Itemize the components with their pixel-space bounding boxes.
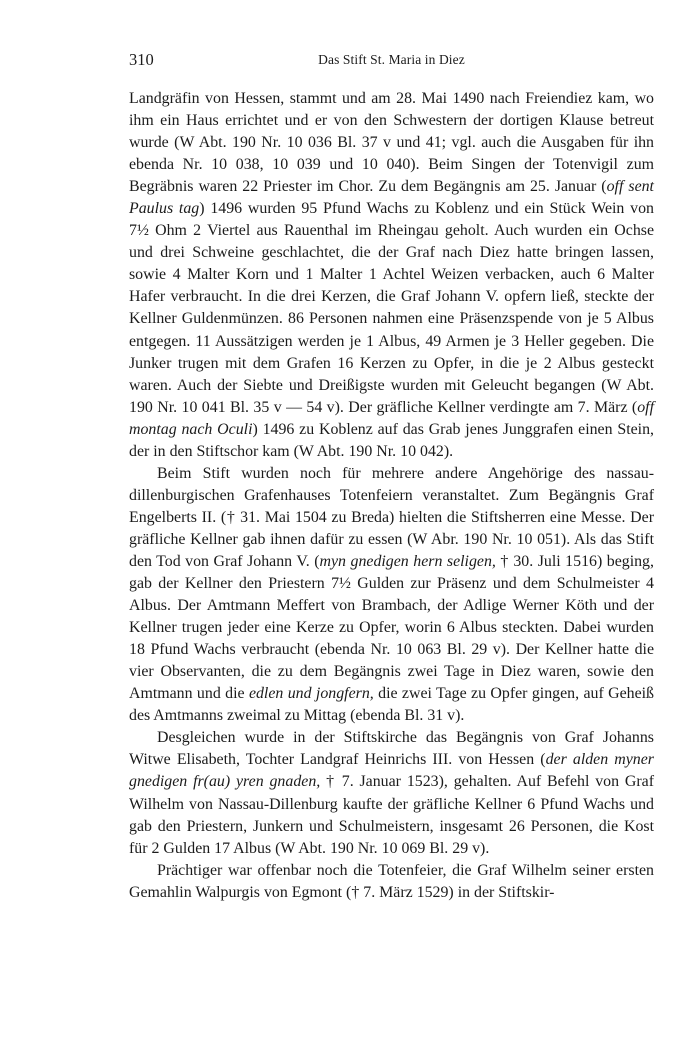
text-run: ) 1496 wurden 95 Pfund Wachs zu Koblenz und ein Stück Wein von 7½ Ohm 2 Viertel aus Rauenthal im Rheingau geholt. Auch wurden ein Ochse und drei Schweine geschlachtet, die der Graf nach Diez hatte bringen lassen, sowie 4 Malter Korn und 1 Malter 1 Achtel Weizen verbacken, auch 6 Malter Hafer verbraucht. In die drei Kerzen, die Graf Johann V. opfern ließ, steckte der Kellner Guldenmünzen. 86 Personen nahmen eine Präsenzspende von je 5 Albus entgegen. 11 Aussätzigen werden je 1 Albus, 49 Armen je 3 Heller gegeben. Die Junker trugen mit dem Grafen 16 Kerzen zu Opfer, in die je 2 Albus gesteckt waren. Auch der Siebte und Dreißigste wurden mit Geleucht begangen (W Abt. 190 Nr. 10 041 Bl. 35 v — 54 v). Der gräfliche Kellner verdingte am 7. März ( <box>129 200 654 416</box>
italic-quote: myn gnedigen hern seligen, <box>319 552 496 570</box>
page-number: 310 <box>129 50 154 69</box>
text-run: Desgleichen wurde in der Stiftskirche das Begängnis von Graf Johanns Witwe Elisabeth, Tochter Landgraf Heinrichs III. von Hessen ( <box>129 729 654 769</box>
italic-quote: edlen und jongfern, <box>248 685 374 703</box>
italic-quote: off sent Paulus tag <box>129 178 654 218</box>
paragraph <box>129 463 654 728</box>
text-body <box>129 88 654 904</box>
text-run: † 30. Juli 1516) beging, gab der Kellner den Priestern 7½ Gulden zur Präsenz und dem Schulmeister 4 Albus. Der Amtmann Meffert von Brambach, der Adlige Werner Köth und der Kellner trugen jeder eine Kerze zu Opfer, worin 6 Albus steckten. Dabei wurden 18 Pfund Wachs verbraucht (ebenda Nr. 10 063 Bl. 29 v). Der Kellner hatte die vier Observanten, die zu dem Begängnis zwei Tage in Diez waren, sowie den Amtmann und die <box>129 552 654 703</box>
paragraph <box>129 727 654 859</box>
text-run: ) 1496 zu Koblenz auf das Grab jenes Junggrafen einen Stein, der in den Stiftschor kam (W Abt. 190 Nr. 10 042). <box>129 420 654 460</box>
paragraph <box>129 88 654 463</box>
text-run: † 7. Januar 1523), gehalten. Auf Befehl von Graf Wilhelm von Nassau-Dillenburg kaufte der gräfliche Kellner 6 Pfund Wachs und gab den Priestern, Junkern und Schulmeistern, insgesamt 26 Personen, die Kost für 2 Gulden 17 Albus (W Abt. 190 Nr. 10 069 Bl. 29 v). <box>129 773 655 857</box>
paragraph <box>129 860 654 904</box>
text-run: Landgräfin von Hessen, stammt und am 28. Mai 1490 nach Freiendiez kam, wo ihm ein Haus errichtet und er von den Schwestern der dortigen Klause betreut wurde (W Abt. 190 Nr. 10 036 Bl. 37 v und 41; vgl. auch die Ausgaben für ihn ebenda Nr. 10 038, 10 039 und 10 040). Beim Singen der Totenvigil zum Begräbnis waren 22 Priester im Chor. Zu dem Begängnis am 25. Januar ( <box>129 90 654 196</box>
text-run: Beim Stift wurden noch für mehrere andere Angehörige des nassaudillenburgischen Grafenhauses Totenfeiern veranstaltet. Zum Begängnis Graf Engelberts II. († 31. Mai 1504 zu Breda) hielten die Stiftsherren eine Messe. Der gräfliche Kellner gab ihnen dafür zu essen (W Abr. 190 Nr. 10 051). Als das Stift den Tod von Graf Johann V. ( <box>129 464 654 570</box>
running-title: Das Stift St. Maria in Diez <box>318 52 465 67</box>
italic-quote: der alden myner gnedigen fr(au) yren gnaden, <box>129 751 654 791</box>
italic-quote: off montag nach Oculi <box>129 398 654 438</box>
text-run: Prächtiger war offenbar noch die Totenfeier, die Graf Wilhelm seiner ersten Gemahlin Walpurgis von Egmont († 7. März 1529) in der Stiftskir- <box>129 861 654 901</box>
text-run: die zwei Tage zu Opfer gingen, auf Geheiß des Amtmanns zweimal zu Mittag (ebenda Bl. 31 v). <box>129 685 654 725</box>
page-header <box>129 50 654 72</box>
